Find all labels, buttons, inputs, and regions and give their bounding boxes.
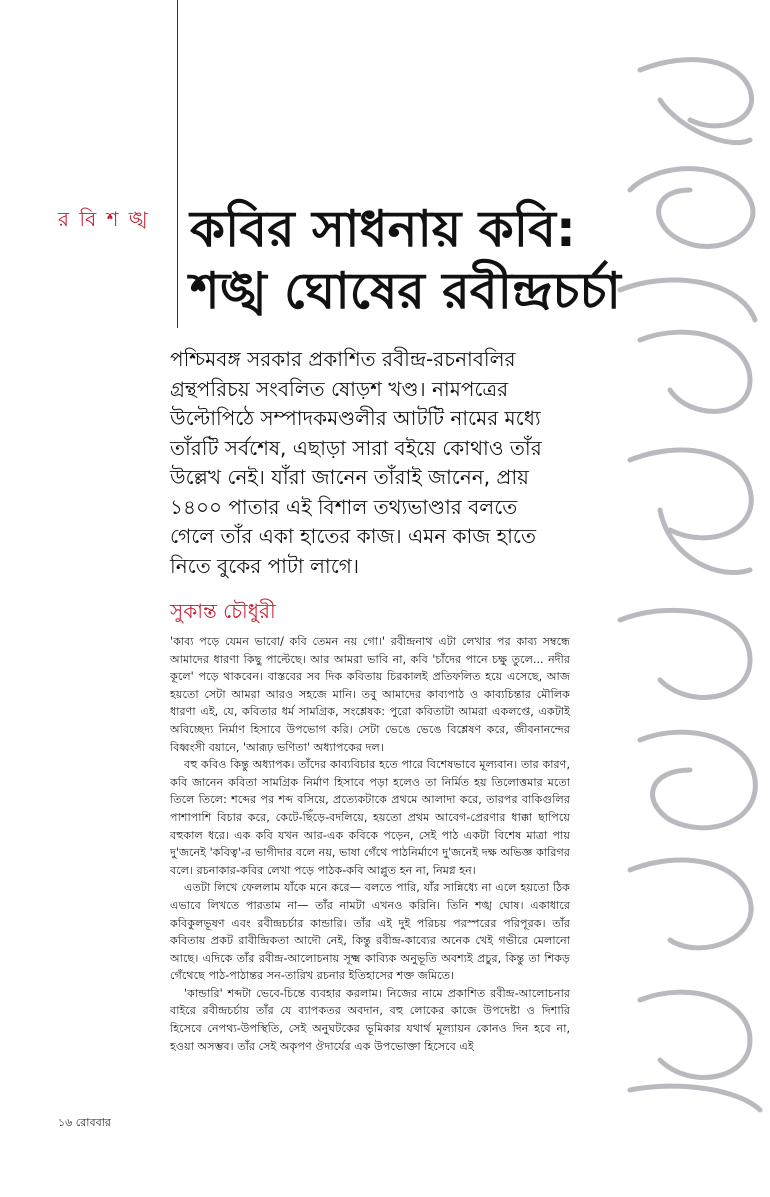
body-paragraph: এতটা লিখে ফেললাম যাঁকে মনে করে— বলতে পারি, যাঁর সান্নিধ্যে না এলে হয়তো ঠিক এভাবে লিখতে পারতাম না— তাঁর নামটা এখনও করিনি। তিনি শঙ্খ ঘোষ। একাধারে কবিকুলভূষণ এবং রবীন্দ্রচর্চার কান্ডারি। তাঁর এই দুই পরিচয় পরস্পরের পরিপূরক। তাঁর কবিতায় প্রকট রাবীন্দ্রিকতা আদৌ নেই, কিন্তু রবীন্দ্র-কাব্যের অনেক খেই গভীরে মেলানো আছে। এদিকে তাঁর রবীন্দ্র-আলোচনায় সূক্ষ্ম কাব্যিক অনুভূতি অবশ্যই প্রচুর, কিন্তু তা শিকড় গেঁথেছে পাঠ-পাঠান্তর সন-তারিখ রচনার ইতিহাসের শক্ত জমিতে। (170, 881, 570, 983)
title-line-1: কবির সাধনায় কবি: (190, 200, 576, 258)
section-label: র বি শ ঙ্খ (58, 207, 150, 231)
title-line-2: শঙ্খ ঘোষের রবীন্দ্রচর্চা (190, 262, 621, 320)
article-body (170, 633, 570, 1055)
body-paragraph: বহু কবিও কিন্তু অধ্যাপক। তাঁদের কাব্যবিচার হতে পারে বিশেষভাবে মূল্যবান। তার কারণ, কবি জানেন কবিতা সামগ্রিক নির্মাণ হিসাবে পড়া হলেও তা নির্মিত হয় তিলোত্তমার মতো তিলে তিলে: শব্দের পর শব্দ বসিয়ে, প্রত্যেকটাকে প্রথমে আলাদা করে, তারপর বাকিগুলির পাশাপাশি বিচার করে, কেটে-ছিঁড়ে-বদলিয়ে, হয়তো প্রথম আবেগ-প্রেরণার ধাক্কা ছাপিয়ে বহুকাল ধরে। এক কবি যখন আর-এক কবিকে পড়েন, সেই পাঠ একটা বিশেষ মাত্রা পায় দু'জনেই 'কবিত্ব'-র ভাগীদার বলে নয়, ভাষা গেঁথে পাঠনির্মাণে দু'জনেই দক্ষ অভিজ্ঞ কারিগর বলে। রচনাকার-কবির লেখা পড়ে পাঠক-কবি আপ্লুত হন না, নিমগ্ন হন। (170, 758, 570, 877)
divider-rule (177, 0, 178, 328)
body-paragraph: 'কান্ডারি' শব্দটা ভেবে-চিন্তে ব্যবহার করলাম। নিজের নামে প্রকাশিত রবীন্দ্র-আলোচনার বাইরে রবীন্দ্রচর্চায় তাঁর যে ব্যাপকতর অবদান, বহু লোকের কাজে উপদেষ্টা ও দিশারি হিসেবে নেপথ্য-উপস্থিতি, সেই অনুঘটকের ভূমিকার যথার্থ মূল্যায়ন কোনও দিন হবে না, হওয়া অসম্ভব। তাঁর সেই অকৃপণ ঔদার্যের এক উপভোক্তা হিসেবে এই (170, 986, 570, 1053)
page-footer: ১৬ রোববার (58, 1116, 111, 1129)
body-paragraph: 'কাব্য পড়ে যেমন ভাবো/ কবি তেমন নয় গো।' রবীন্দ্রনাথ এটা লেখার পর কাব্য সম্বন্ধে আমাদের ধারণা কিছু পাল্টেছে। আর আমরা ভাবি না, কবি 'চাঁদের পানে চক্ষু তুলে... নদীর কূলে' পড়ে থাকবেন। বাস্তবের সব দিক কবিতায় চিরকালই প্রতিফলিত হয়ে এসেছে, আজ হয়তো সেটা আমরা আরও সহজে মানি। তবু আমাদের কাব্যপাঠ ও কাব্যচিন্তার মৌলিক ধারণা এই, যে, কবিতার ধর্ম সামগ্রিক, সংশ্লেষক: পুরো কবিতাটা আমরা একলপ্তে, একটাই অবিচ্ছেদ্য নির্মাণ হিসাবে উপভোগ করি। সেটা ভেঙে ভেঙে বিশ্লেষণ করে, জীবনানন্দের বিধ্বংসী বয়ানে, 'আরূঢ় ভণিতা' অধ্যাপকের দল। (170, 635, 570, 754)
handwritten-signature-graphic (600, 40, 770, 1130)
author-byline: সুকান্ত চৌধুরী (170, 599, 276, 623)
standfirst: পশ্চিমবঙ্গ সরকার প্রকাশিত রবীন্দ্র-রচনাবলির গ্রন্থপরিচয় সংবলিত ষোড়শ খণ্ড। নামপত্রের উল্টোপিঠে সম্পাদকমণ্ডলীর আটটি নামের মধ্যে তাঁরটি সর্বশেষ, এছাড়া সারা বইয়ে কোথাও তাঁর উল্লেখ নেই। যাঁরা জানেন তাঁরাই জানেন, প্রায় ১৪০০ পাতার এই বিশাল তথ্যভাণ্ডার বলতে গেলে তাঁর একা হাতের কাজ। এমন কাজ হাতে নিতে বুকের পাটা লাগে। (170, 347, 542, 578)
